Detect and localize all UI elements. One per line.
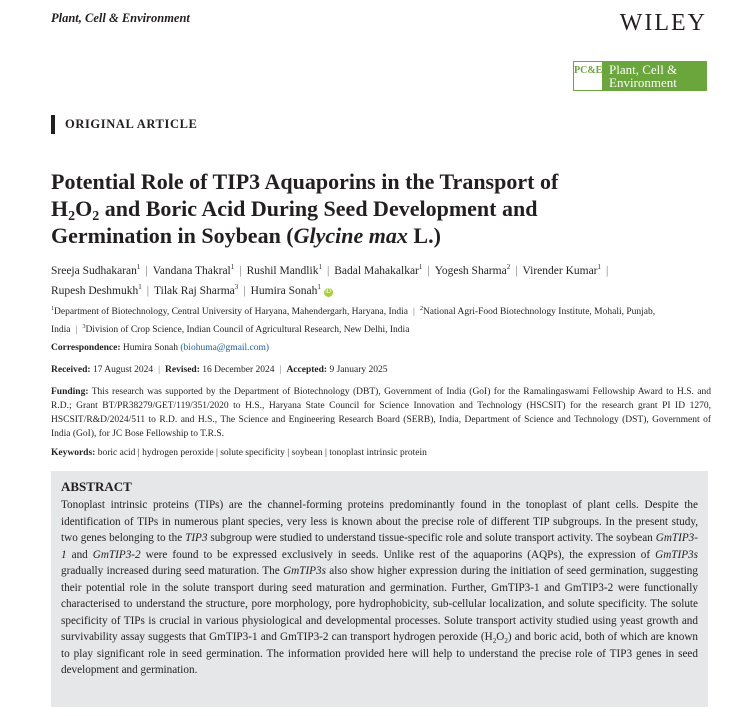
- separator: |: [158, 365, 161, 375]
- affiliation-3: Division of Crop Science, Indian Council of Agricultural Research, New Delhi, India: [85, 325, 410, 336]
- keywords-list: boric acid | hydrogen peroxide | solute specificity | soybean | tonoplast intrinsic protein: [97, 448, 427, 458]
- journal-logo: [573, 61, 707, 91]
- author-affiliation: 1: [418, 263, 423, 271]
- author-affiliation: 1: [317, 282, 321, 291]
- title-subscript-1: 2: [68, 209, 76, 224]
- journal-name: Plant, Cell & Environment: [51, 11, 190, 25]
- affiliations: [51, 302, 711, 338]
- keywords-label: Keywords:: [51, 448, 96, 458]
- separator: |: [515, 264, 518, 277]
- title-part-1: Potential Role of TIP3 Aquaporins in the Transport of: [51, 169, 559, 194]
- correspondence-email-link[interactable]: (biohuma@gmail.com): [180, 343, 270, 353]
- separator: |: [239, 264, 242, 277]
- author-affiliation: 1: [318, 263, 322, 271]
- author-affiliation: 3: [234, 282, 239, 291]
- affiliation-1: Department of Biotechnology, Central University of Haryana, Mahendergarh, Haryana, India: [54, 307, 409, 318]
- separator: |: [413, 307, 415, 318]
- author-name[interactable]: Rushil Mandlik: [246, 264, 319, 277]
- title-subscript-2: 2: [92, 209, 100, 224]
- abstract-text: gradually increased during seed maturation. The: [61, 565, 284, 577]
- revised-date: 16 December 2024: [202, 365, 275, 375]
- orcid-icon[interactable]: iD: [325, 288, 332, 295]
- author-name[interactable]: Yogesh Sharma: [434, 264, 507, 277]
- author-affiliation: 1: [597, 263, 602, 271]
- abstract-text: O: [496, 631, 505, 643]
- publisher-logo: WILEY: [619, 10, 707, 36]
- gene-name: GmTIP3-1: [61, 532, 698, 561]
- author-affiliation: 2: [506, 263, 511, 271]
- affiliation-number: 1: [51, 306, 54, 312]
- affiliation-2: National Agri-Food Biotechnology Institute, Mohali, Punjab,: [422, 307, 656, 318]
- author-affiliation: 1: [136, 263, 141, 271]
- revised-label: Revised:: [165, 365, 200, 375]
- correspondence-label: Correspondence:: [51, 343, 121, 353]
- abstract-text: subgroup were studied to understand tissue-specific role and solute transport activity. The soybean: [207, 532, 656, 544]
- abstract-heading: ABSTRACT: [61, 479, 132, 494]
- funding-text: This research was supported by the Department of Biotechnology (DBT), Government of India (GoI) for the Ramalingaswami Fellowship Award to H.S. and R.D.; Grant BT/PR38279/GET/119/351/2020 to H.S., Haryana State Council for Science Innovation and Technology (HSCSIT) for the research grant PI ID 1270, HSCSIT/R&D/2024/511 to R.D. and H.S., The Science and Engineering Research Board (SERB), India, Department of Science and Technology (DST), Government of India (GoI), for JC Bose Fellowship to T.R.S.: [51, 387, 711, 439]
- author-name[interactable]: Humira Sonah: [250, 284, 318, 297]
- title-part-4: L.): [407, 223, 441, 248]
- affiliation-2-cont: India: [51, 325, 71, 336]
- author-name[interactable]: Rupesh Deshmukh: [51, 284, 139, 297]
- correspondence-name: Humira Sonah: [122, 343, 179, 353]
- author-name[interactable]: Tilak Raj Sharma: [154, 284, 235, 297]
- accepted-date: 9 January 2025: [329, 365, 388, 375]
- title-species: Glycine max: [293, 223, 408, 248]
- subscript: 2: [504, 637, 508, 646]
- journal-logo-text: [603, 61, 707, 91]
- separator: |: [606, 264, 609, 277]
- separator: |: [243, 284, 246, 297]
- abstract-text: Tonoplast intrinsic proteins (TIPs) are the channel-forming proteins predominantly found in the tonoplast of plant cells. Despite the identification of TIPs in numerous plant species, very less is known about the precise role of different TIP subgroups. In the present study, two genes belonging to the: [61, 499, 698, 544]
- author-name[interactable]: Sreeja Sudhakaran: [51, 264, 137, 277]
- gene-name: GmTIP3s: [655, 548, 698, 561]
- subscript: 2: [492, 637, 497, 646]
- received-label: Received:: [51, 365, 91, 375]
- title-part-2: and Boric Acid During Seed Development and: [99, 196, 538, 221]
- abstract-text: ) and boric acid, both of which are known to play significant role in seed germination. The information provided here will help to understand the precise role of TIP3 genes in seed development and germination.: [61, 631, 698, 676]
- title-h: H: [51, 196, 69, 221]
- gene-name: TIP3: [185, 532, 208, 544]
- author-affiliation: 1: [230, 263, 235, 271]
- author-affiliation: 1: [138, 282, 142, 291]
- affiliation-number: 2: [419, 306, 423, 312]
- article-dates: [51, 363, 711, 377]
- author-list: [51, 259, 711, 299]
- author-name[interactable]: Virender Kumar: [522, 264, 598, 277]
- funding: [51, 385, 711, 441]
- separator: |: [146, 284, 150, 297]
- gene-name: GmTIP3s: [283, 565, 326, 577]
- affiliation-number: 3: [82, 324, 86, 331]
- received-date: 17 August 2024: [92, 365, 154, 375]
- separator: |: [145, 264, 148, 277]
- title-part-3: Germination in Soybean (: [51, 223, 294, 248]
- gene-name: GmTIP3-2: [92, 548, 141, 561]
- separator: |: [326, 264, 330, 277]
- title-o: O: [75, 196, 93, 221]
- correspondence: [51, 341, 711, 355]
- separator: |: [75, 325, 78, 336]
- separator: |: [279, 365, 282, 375]
- abstract-text: also show higher expression during the initiation of seed germination, suggesting their potential role in the solute transport during seed maturation and germination. Further, GmTIP3-1 and GmTIP3-2 were functionally characterised to understand the structure, pore morphology, pore hydrophobicity, sub-cellular localization, and solute specificity. The solute specificity of TIPs is crucial in various physiological and developmental processes. Solute transport activity studied using yeast growth and survivability assay suggests that GmTIP3-1 and GmTIP3-2 can transport hydrogen peroxide (H: [61, 565, 698, 643]
- funding-label: Funding:: [51, 387, 89, 397]
- author-name[interactable]: Badal Mahakalkar: [334, 264, 419, 277]
- journal-logo-line-1: Plant, Cell &: [609, 62, 678, 77]
- journal-logo-mark: PC&E: [573, 61, 603, 91]
- accepted-label: Accepted:: [286, 365, 328, 375]
- journal-logo-line-2: Environment: [609, 75, 677, 90]
- abstract-box: [51, 471, 708, 707]
- article-title: [51, 168, 711, 249]
- abstract-text: were found to be expressed exclusively in seeds. Unlike rest of the aquaporins (AQPs), the expression of: [140, 548, 656, 561]
- keywords: [51, 446, 711, 460]
- article-type: ORIGINAL ARTICLE: [51, 115, 197, 134]
- abstract-text: and: [66, 548, 93, 561]
- author-name[interactable]: Vandana Thakral: [152, 264, 231, 277]
- separator: |: [427, 264, 430, 277]
- abstract-body: [61, 497, 698, 679]
